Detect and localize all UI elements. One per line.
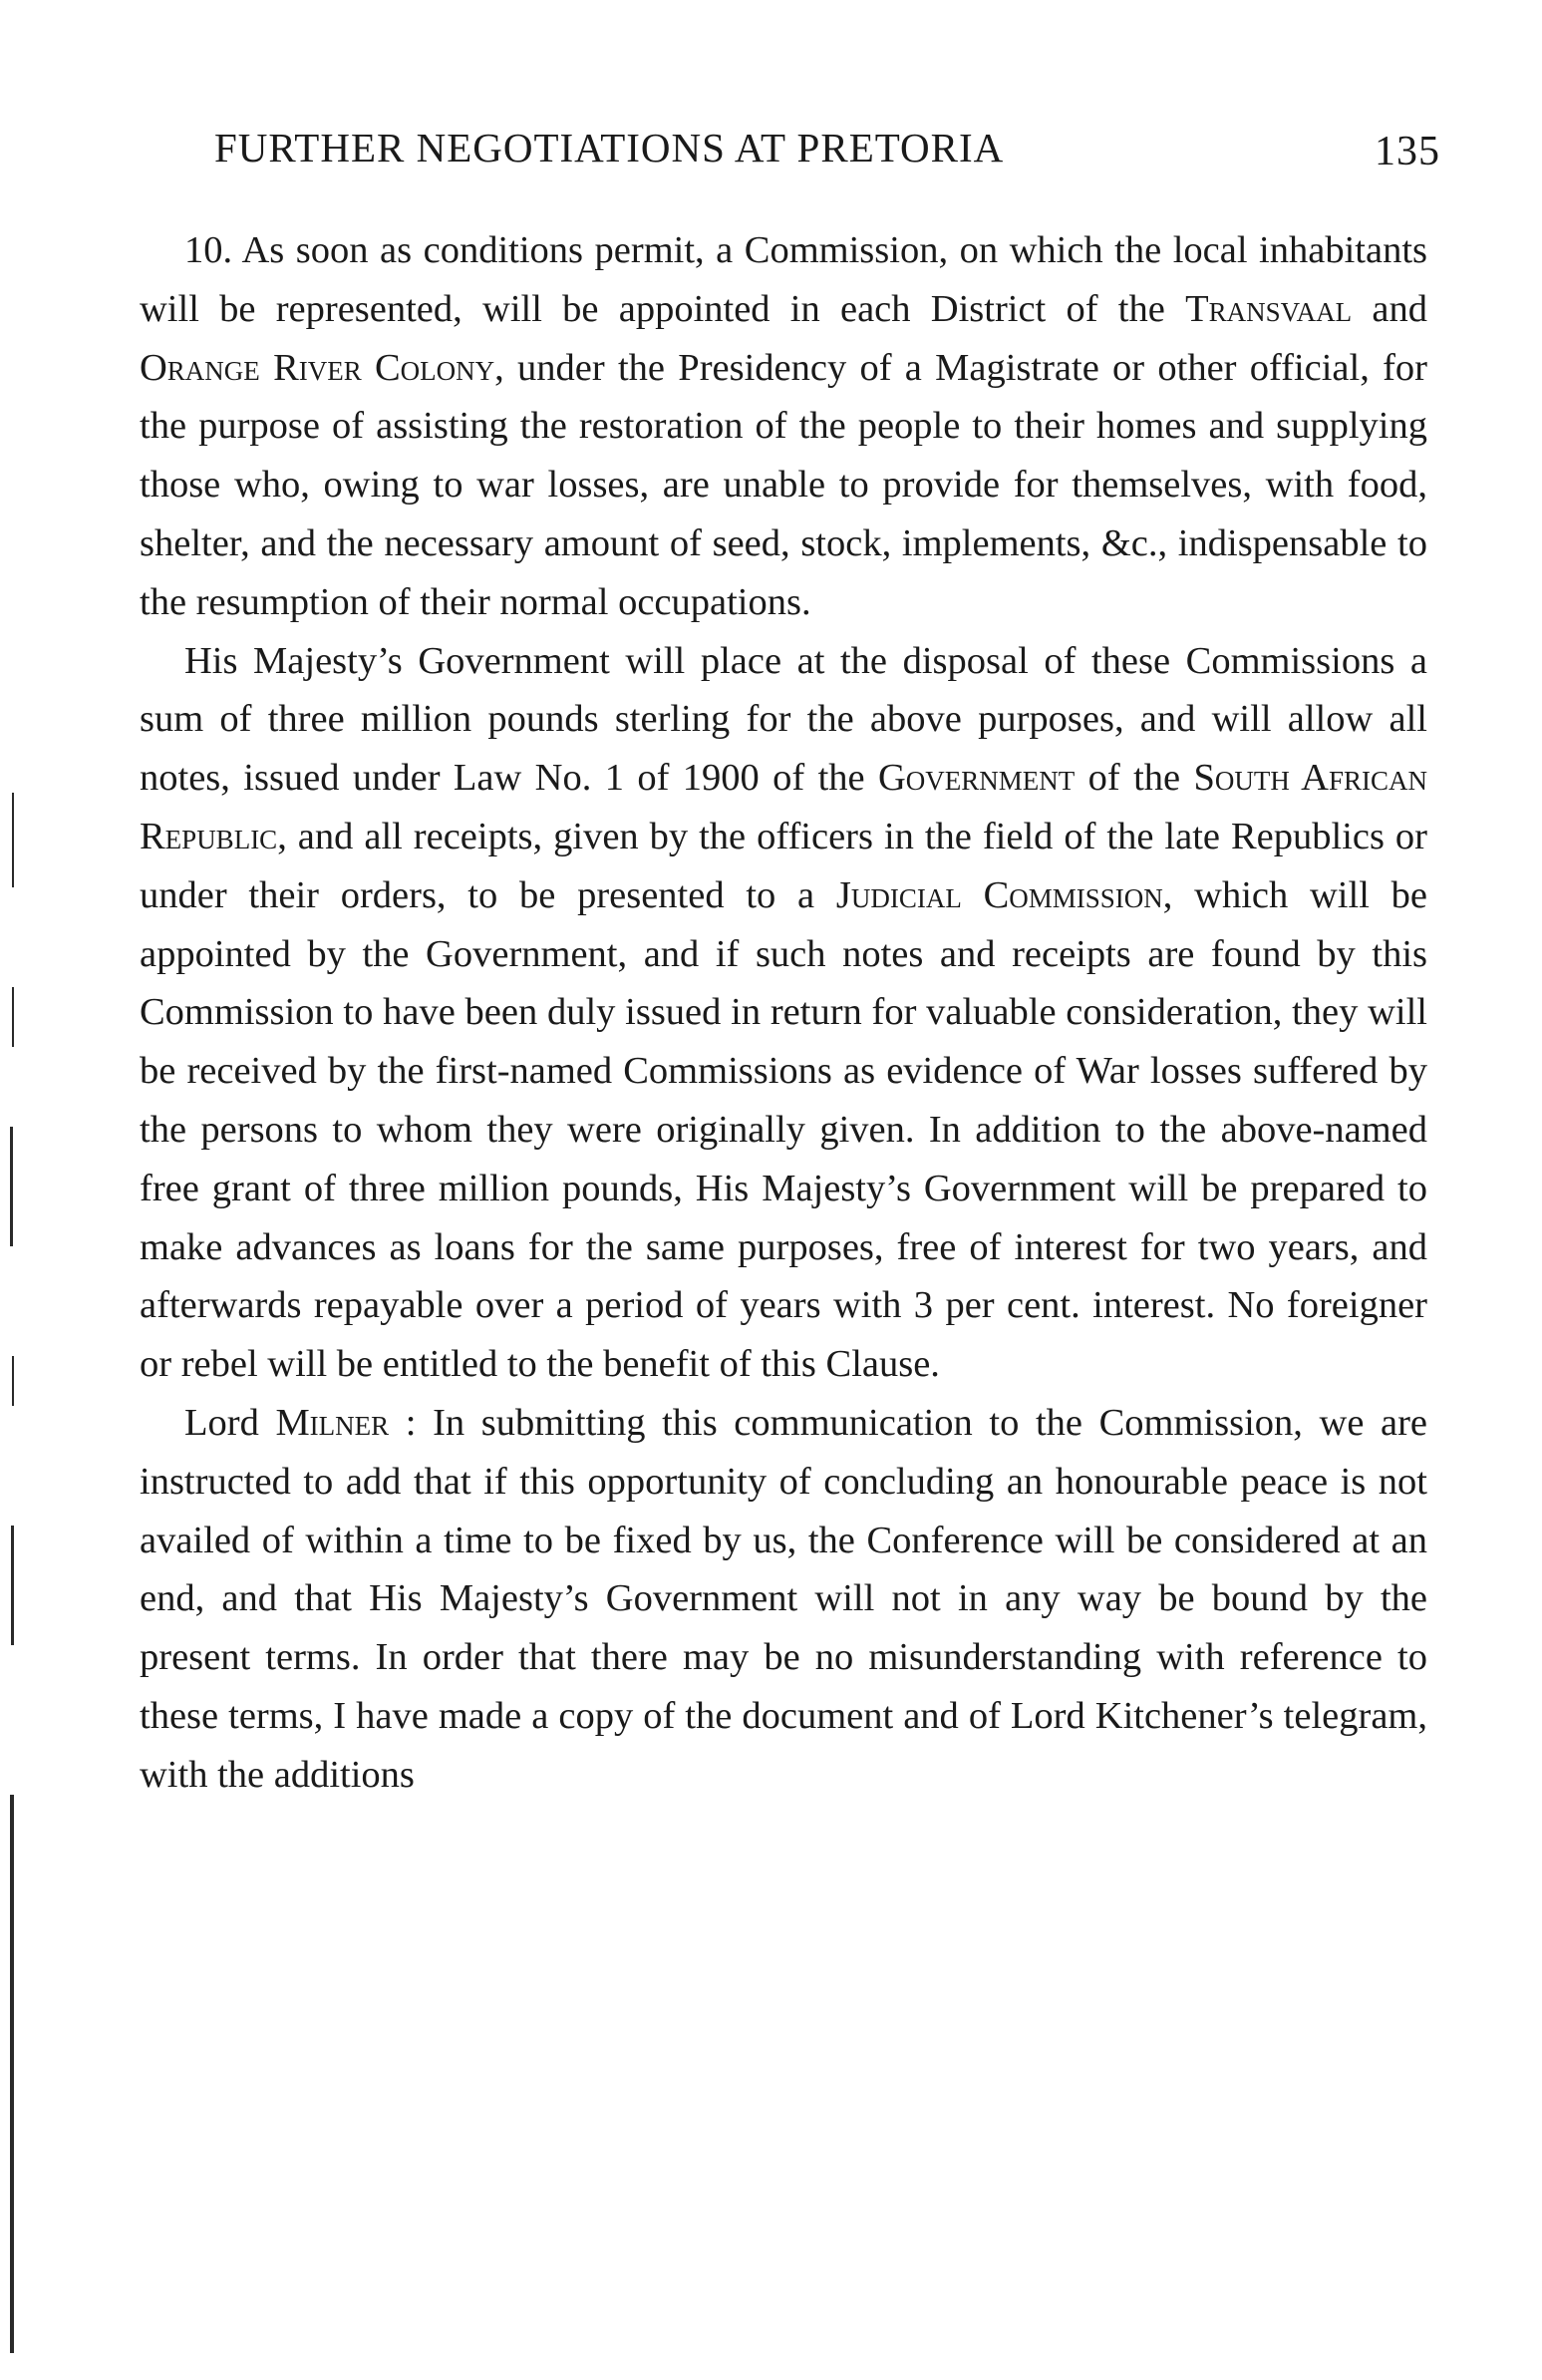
scan-mark	[12, 793, 14, 887]
text-run: His Majesty’s Government will place at the disposal of these Commissions a sum of three million pounds sterling for the above purposes, and will allow all notes, issued under Law No. 1 of 1900 of the	[140, 639, 1427, 800]
body-text	[140, 221, 1427, 1805]
text-run: and	[1352, 287, 1427, 330]
small-caps-government: Government	[878, 757, 1076, 800]
text-run: : In submitting this communication to the Commission, we are instructed to add that if this opportunity of concluding an honourable peace is not availed of within a time to be fixed by us, the Conference will be considered at an end, and that His Majesty’s Government will not in any way be bound by the present terms. In order that there may be no misunderstanding with reference to these terms, I have made a copy of the document and of Lord Kitchener’s telegram, with the additions	[140, 1401, 1428, 1796]
page-header	[214, 118, 1440, 177]
paragraph-clause-10	[140, 221, 1427, 632]
small-caps-orange-river-colony: Orange River Colony	[140, 346, 495, 389]
scan-mark	[11, 1526, 14, 1645]
paragraph-government-grant	[140, 632, 1427, 1394]
small-caps-milner: Milner	[275, 1401, 390, 1444]
running-title: FURTHER NEGOTIATIONS AT PRETORIA	[214, 125, 1005, 170]
text-run: , and all receipts, given by the officers in the field of the late Republics or under their orders, to be presented to a	[140, 815, 1427, 916]
small-caps-judicial-commission: Judicial Commission	[835, 873, 1163, 916]
page-number: 135	[1375, 129, 1440, 174]
text-run: Lord	[184, 1401, 276, 1444]
text-run: 10. As soon as conditions permit, a Commission, on which the local inhabitants will be represented, will be appointed in each District of the	[140, 229, 1427, 330]
scan-mark	[10, 1127, 13, 1246]
text-run: , under the Presidency of a Magistrate or other official, for the purpose of assisting the restoration of the people to their homes and supplying those who, owing to war losses, are unable to provide for themselves, with food, shelter, and the necessary amount of seed, stock, implements, &c., indispensable to the resumption of their normal occupations.	[140, 346, 1428, 623]
paragraph-lord-milner	[140, 1394, 1427, 1805]
text-run: of the	[1075, 757, 1194, 800]
scan-mark	[12, 987, 14, 1047]
scan-mark	[12, 1356, 14, 1406]
small-caps-transvaal: Transvaal	[1185, 287, 1353, 330]
scan-mark	[10, 1795, 14, 2353]
text-run: , which will be appointed by the Government, and if such notes and receipts are found by this Commission to have been duly issued in return for valuable consideration, they will be received by the first-named Commissions as evidence of War losses suffered by the persons to whom they were originally given. In addition to the above-named free grant of three million pounds, His Majesty’s Government will be prepared to make advances as loans for the same purposes, free of interest for two years, and afterwards repayable over a period of years with 3 per cent. interest. No foreigner or rebel will be entitled to the benefit of this Clause.	[140, 873, 1427, 1386]
small-caps-south-african-republic: South African Republic	[140, 757, 1427, 857]
